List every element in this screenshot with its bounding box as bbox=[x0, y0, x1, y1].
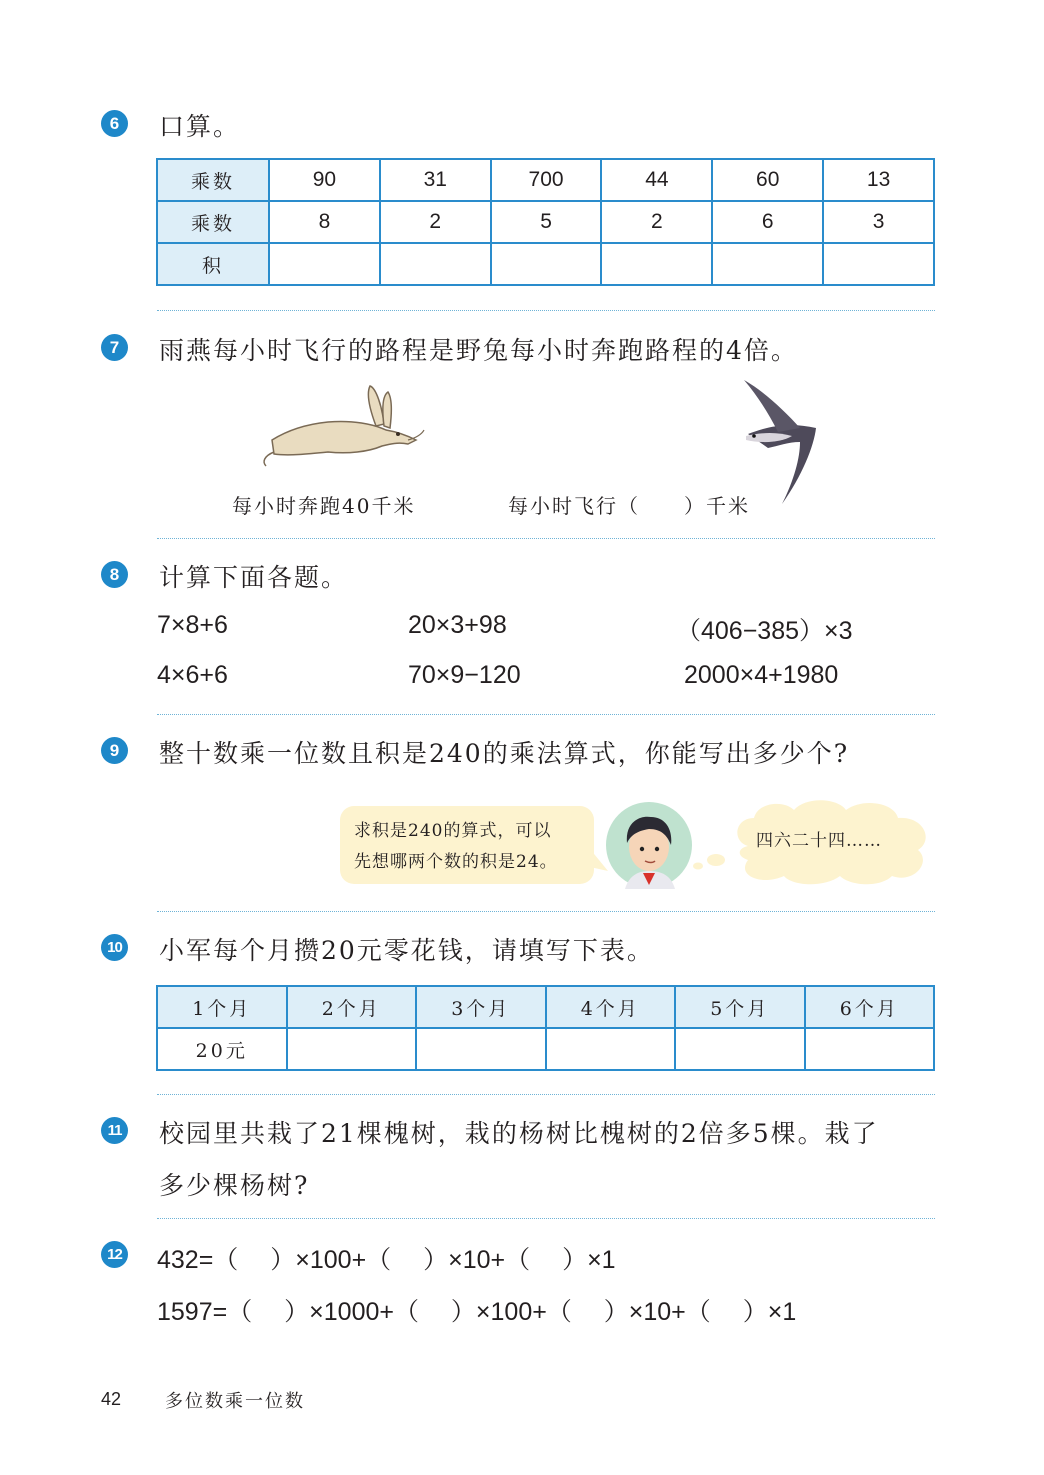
table-cell: 31 bbox=[380, 159, 491, 201]
table-cell: 5 bbox=[491, 201, 602, 243]
chapter-title: 多位数乘一位数 bbox=[165, 1391, 305, 1412]
answer-cell[interactable] bbox=[601, 243, 712, 285]
place-value-expression: 432=（ ）×100+（ ）×10+（ ）×1 bbox=[157, 1246, 616, 1274]
table-header: 2个月 bbox=[287, 986, 417, 1028]
rabbit-illustration bbox=[258, 380, 428, 470]
table-cell: 90 bbox=[269, 159, 380, 201]
multiplication-table bbox=[156, 158, 935, 286]
question-title: 口算。 bbox=[159, 112, 241, 141]
section-divider bbox=[157, 911, 935, 912]
table-header: 3个月 bbox=[416, 986, 546, 1028]
boy-avatar bbox=[605, 801, 693, 889]
table-header: 6个月 bbox=[805, 986, 935, 1028]
question-text: 雨燕每小时飞行的路程是野兔每小时奔跑路程的4倍。 bbox=[159, 336, 798, 365]
question-text-line: 多少棵杨树? bbox=[159, 1171, 310, 1200]
answer-cell[interactable] bbox=[805, 1028, 935, 1070]
table-cell: 2 bbox=[380, 201, 491, 243]
table-cell: 13 bbox=[823, 159, 934, 201]
answer-cell[interactable] bbox=[287, 1028, 417, 1070]
swift-caption: 每小时飞行（ ）千米 bbox=[508, 494, 750, 518]
table-cell: 乘数 bbox=[157, 201, 269, 243]
table-header: 1个月 bbox=[157, 986, 287, 1028]
answer-cell[interactable] bbox=[380, 243, 491, 285]
answer-cell[interactable] bbox=[675, 1028, 805, 1070]
hint-line: 求积是240的算式，可以 bbox=[354, 821, 552, 841]
savings-table bbox=[156, 985, 935, 1071]
section-divider bbox=[157, 1218, 935, 1219]
answer-cell[interactable] bbox=[269, 243, 380, 285]
answer-cell[interactable] bbox=[416, 1028, 546, 1070]
table-cell: 60 bbox=[712, 159, 823, 201]
table-cell: 积 bbox=[157, 243, 269, 285]
expression: 20×3+98 bbox=[408, 611, 507, 639]
table-cell: 700 bbox=[491, 159, 602, 201]
question-number-badge: 10 bbox=[101, 934, 128, 961]
answer-cell[interactable] bbox=[823, 243, 934, 285]
thought-text: 四六二十四…… bbox=[756, 831, 882, 851]
table-row bbox=[157, 243, 934, 285]
table-cell: 2 bbox=[601, 201, 712, 243]
table-cell: 3 bbox=[823, 201, 934, 243]
question-number-badge: 8 bbox=[101, 561, 128, 588]
table-row bbox=[157, 986, 934, 1028]
table-row bbox=[157, 1028, 934, 1070]
section-divider bbox=[157, 1094, 935, 1095]
table-cell: 8 bbox=[269, 201, 380, 243]
answer-cell[interactable] bbox=[712, 243, 823, 285]
page-number: 42 bbox=[101, 1389, 122, 1409]
table-header: 4个月 bbox=[546, 986, 676, 1028]
question-number-badge: 6 bbox=[101, 110, 128, 137]
section-divider bbox=[157, 538, 935, 539]
question-text: 小军每个月攒20元零花钱，请填写下表。 bbox=[159, 936, 654, 965]
question-text-line: 校园里共栽了21棵槐树，栽的杨树比槐树的2倍多5棵。栽了 bbox=[159, 1119, 879, 1148]
rabbit-caption: 每小时奔跑40千米 bbox=[232, 494, 416, 518]
expression: 4×6+6 bbox=[157, 661, 228, 689]
question-number-badge: 7 bbox=[101, 334, 128, 361]
table-header: 5个月 bbox=[675, 986, 805, 1028]
table-cell: 乘数 bbox=[157, 159, 269, 201]
answer-cell[interactable] bbox=[491, 243, 602, 285]
table-cell: 6 bbox=[712, 201, 823, 243]
table-cell: 20元 bbox=[157, 1028, 287, 1070]
question-title: 计算下面各题。 bbox=[159, 563, 349, 592]
question-number-badge: 9 bbox=[101, 737, 128, 764]
thought-bubble-dots bbox=[690, 848, 730, 872]
section-divider bbox=[157, 714, 935, 715]
section-divider bbox=[157, 310, 935, 311]
expression: 7×8+6 bbox=[157, 611, 228, 639]
hint-line: 先想哪两个数的积是24。 bbox=[354, 852, 558, 872]
place-value-expression: 1597=（ ）×1000+（ ）×100+（ ）×10+（ ）×1 bbox=[157, 1298, 797, 1326]
hint-speech-bubble bbox=[340, 806, 594, 884]
question-number-badge: 12 bbox=[101, 1241, 128, 1268]
expression: 2000×4+1980 bbox=[684, 661, 839, 689]
table-row bbox=[157, 201, 934, 243]
question-number-badge: 11 bbox=[101, 1117, 128, 1144]
answer-cell[interactable] bbox=[546, 1028, 676, 1070]
expression: 70×9−120 bbox=[408, 661, 521, 689]
question-text: 整十数乘一位数且积是240的乘法算式，你能写出多少个? bbox=[159, 739, 850, 768]
table-row bbox=[157, 159, 934, 201]
swift-bird-illustration bbox=[738, 376, 828, 506]
expression: （406−385）×3 bbox=[676, 617, 853, 645]
table-cell: 44 bbox=[601, 159, 712, 201]
